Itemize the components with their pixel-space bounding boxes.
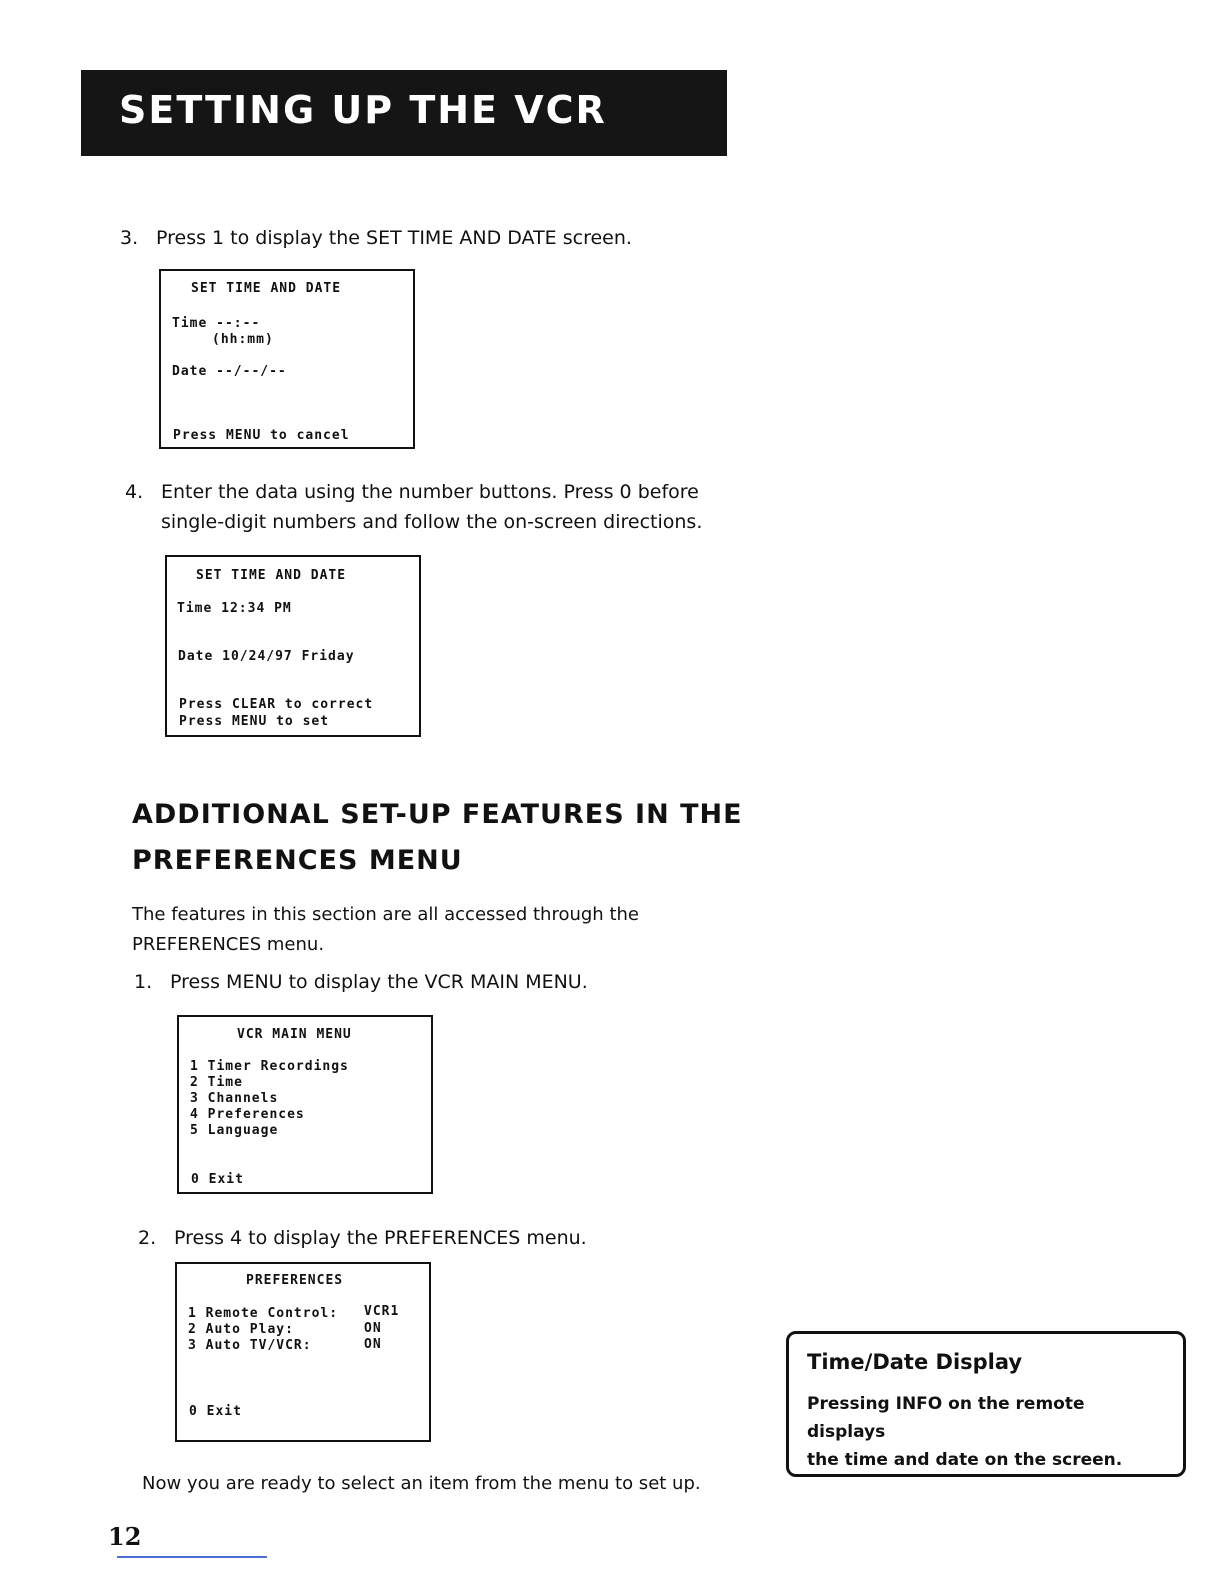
step-3 xyxy=(120,224,740,254)
pref-value: ON xyxy=(364,1321,382,1336)
section-heading-line2: PREFERENCES MENU xyxy=(132,845,463,876)
step-text: Press 1 to display the SET TIME AND DATE screen. xyxy=(156,227,632,249)
step-number: 3. xyxy=(120,227,139,249)
pref-value: ON xyxy=(364,1337,382,1352)
pref-label: 3 Auto TV/VCR: xyxy=(188,1338,312,1353)
menu-item: 2 Time xyxy=(190,1075,243,1090)
step-number: 1. xyxy=(134,971,153,993)
set-time-date-screen-blank xyxy=(159,269,415,449)
page-rule xyxy=(117,1556,267,1558)
intro-line1: The features in this section are all accessed through the xyxy=(132,904,639,925)
screen-footer-2: Press MENU to set xyxy=(179,714,330,729)
section-intro xyxy=(132,900,752,960)
step-number: 2. xyxy=(138,1227,157,1249)
set-time-date-screen-filled xyxy=(165,555,421,737)
screen-footer: Press MENU to cancel xyxy=(173,428,350,443)
time-date-sidebar xyxy=(786,1331,1186,1477)
page-number: 12 xyxy=(108,1522,142,1551)
step-text-line1: Enter the data using the number buttons. Press 0 before xyxy=(161,481,699,503)
step-text-line2: single-digit numbers and follow the on-screen directions. xyxy=(161,511,703,533)
sidebar-title: Time/Date Display xyxy=(807,1350,1023,1374)
step-1 xyxy=(134,968,754,998)
step-4 xyxy=(125,478,745,538)
menu-item: 1 Timer Recordings xyxy=(190,1059,349,1074)
pref-label: 1 Remote Control: xyxy=(188,1306,339,1321)
date-line: Date 10/24/97 Friday xyxy=(178,649,355,664)
closing-text: Now you are ready to select an item from the menu to set up. xyxy=(142,1473,701,1494)
section-heading xyxy=(132,792,752,884)
section-heading-line1: ADDITIONAL SET-UP FEATURES IN THE xyxy=(132,799,743,830)
menu-item: 3 Channels xyxy=(190,1091,279,1106)
page-title: SETTING UP THE VCR xyxy=(119,88,607,132)
pref-value: VCR1 xyxy=(364,1304,400,1319)
pref-label: 2 Auto Play: xyxy=(188,1322,294,1337)
screen-title: SET TIME AND DATE xyxy=(191,281,342,296)
sidebar-body xyxy=(807,1390,1167,1474)
sidebar-body-line1: Pressing INFO on the remote displays xyxy=(807,1394,1085,1442)
time-line: Time --:-- xyxy=(172,316,261,331)
step-text: Press MENU to display the VCR MAIN MENU. xyxy=(170,971,588,993)
exit-item: 0 Exit xyxy=(189,1404,242,1419)
step-2 xyxy=(138,1224,758,1254)
step-text: Press 4 to display the PREFERENCES menu. xyxy=(174,1227,587,1249)
exit-item: 0 Exit xyxy=(191,1172,244,1187)
vcr-main-menu-screen xyxy=(177,1015,433,1194)
screen-footer-1: Press CLEAR to correct xyxy=(179,697,374,712)
date-line: Date --/--/-- xyxy=(172,364,287,379)
screen-title: VCR MAIN MENU xyxy=(237,1027,352,1042)
time-line: Time 12:34 PM xyxy=(177,601,292,616)
time-hint: (hh:mm) xyxy=(212,332,274,347)
menu-item: 5 Language xyxy=(190,1123,279,1138)
menu-item: 4 Preferences xyxy=(190,1107,305,1122)
section-banner xyxy=(81,70,727,156)
preferences-screen xyxy=(175,1262,431,1442)
screen-title: SET TIME AND DATE xyxy=(196,568,347,583)
screen-title: PREFERENCES xyxy=(246,1273,344,1288)
step-number: 4. xyxy=(125,481,144,503)
sidebar-body-line2: the time and date on the screen. xyxy=(807,1450,1123,1470)
intro-line2: PREFERENCES menu. xyxy=(132,934,325,955)
